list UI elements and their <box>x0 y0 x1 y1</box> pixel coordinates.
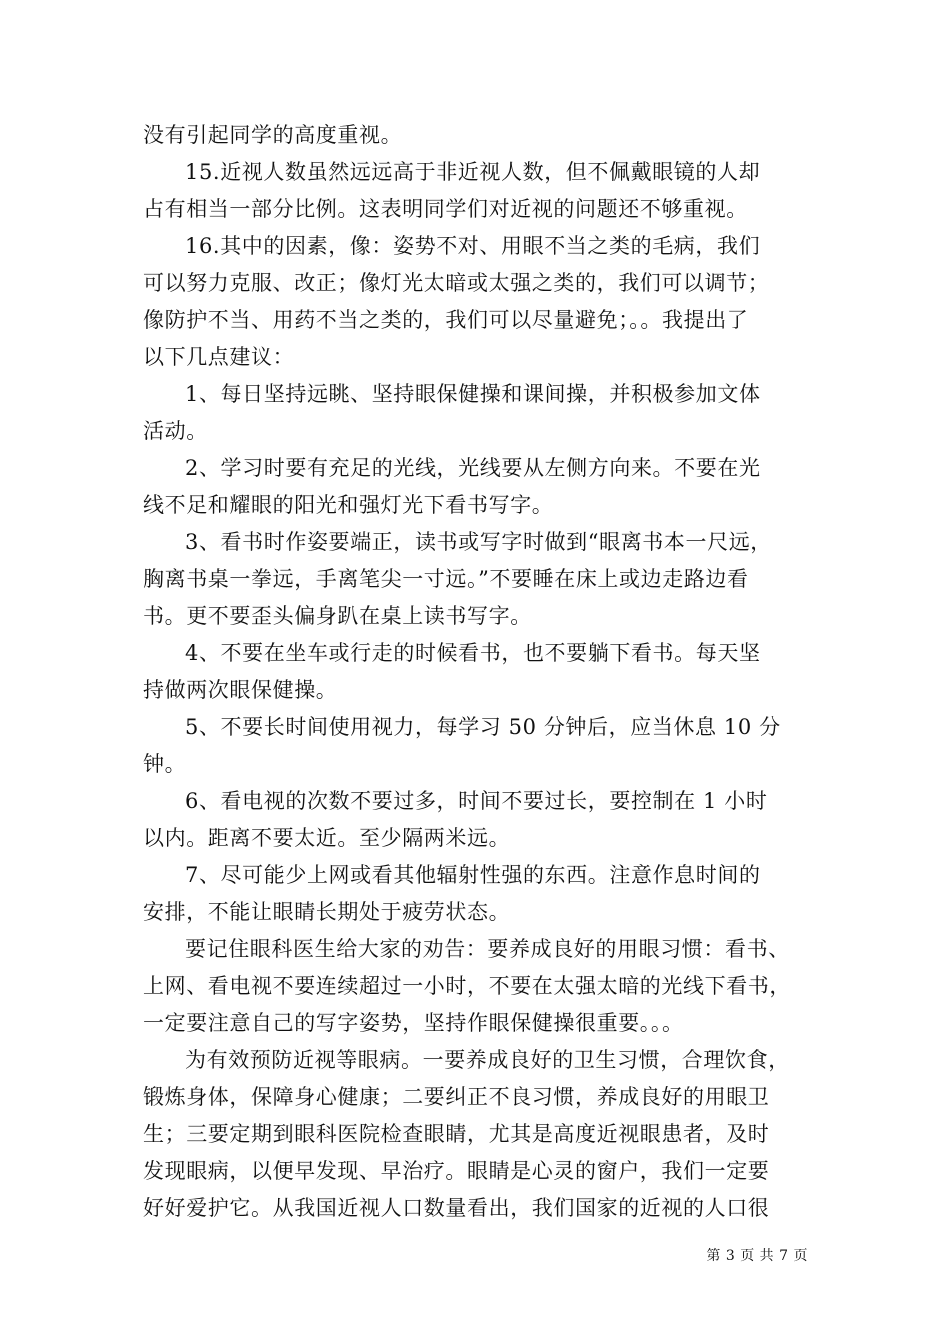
text-line: 占有相当一部分比例。这表明同学们对近视的问题还不够重视。 <box>143 197 748 221</box>
text-line: 线不足和耀眼的阳光和强灯光下看书写字。 <box>143 493 554 517</box>
text-line: 一定要注意自己的写字姿势，坚持作眼保健操很重要。。。 <box>143 1011 684 1035</box>
text-line: 锻炼身体，保障身心健康；二要纠正不良习惯，养成良好的用眼卫 <box>143 1085 770 1109</box>
text-line: 4、不要在坐车或行走的时候看书，也不要躺下看书。每天坚 <box>185 641 761 665</box>
text-line: 3、看书时作姿要端正，读书或写字时做到“眼离书本一尺远， <box>185 530 772 554</box>
text-line: 为有效预防近视等眼病。一要养成良好的卫生习惯，合理饮食， <box>185 1048 790 1072</box>
text-line: 16.其中的因素，像：姿势不对、用眼不当之类的毛病，我们 <box>185 234 761 258</box>
document-body <box>143 117 808 1227</box>
text-line: 发现眼病，以便早发现、早治疗。眼睛是心灵的窗户，我们一定要 <box>143 1159 770 1183</box>
text-line: 7、尽可能少上网或看其他辐射性强的东西。注意作息时间的 <box>185 863 761 887</box>
text-line: 书。更不要歪头偏身趴在桌上读书写字。 <box>143 604 532 628</box>
text-line: 像防护不当、用药不当之类的，我们可以尽量避免；。。我提出了 <box>143 308 749 332</box>
text-line: 好好爱护它。从我国近视人口数量看出，我们国家的近视的人口很 <box>143 1196 770 1220</box>
text-line: 6、看电视的次数不要过多，时间不要过长，要控制在 1 小时 <box>185 789 768 813</box>
text-line: 胸离书桌一拳远，手离笔尖一寸远。”不要睡在床上或边走路边看 <box>143 567 749 591</box>
text-line: 上网、看电视不要连续超过一小时，不要在太强太暗的光线下看书， <box>143 974 791 998</box>
text-line: 持做两次眼保健操。 <box>143 678 338 702</box>
text-line: 以下几点建议： <box>143 345 295 369</box>
text-line: 2、学习时要有充足的光线，光线要从左侧方向来。不要在光 <box>185 456 761 480</box>
text-line: 要记住眼科医生给大家的劝告：要养成良好的用眼习惯：看书、 <box>185 937 790 961</box>
text-line: 15.近视人数虽然远远高于非近视人数，但不佩戴眼镜的人却 <box>185 160 761 184</box>
text-line: 可以努力克服、改正；像灯光太暗或太强之类的，我们可以调节； <box>143 271 770 295</box>
text-line: 活动。 <box>143 419 208 443</box>
page-number-footer: 第 3 页 共 7 页 <box>706 1248 808 1264</box>
text-line: 钟。 <box>143 752 187 776</box>
text-line: 没有引起同学的高度重视。 <box>143 123 403 147</box>
text-line: 生；三要定期到眼科医院检查眼睛，尤其是高度近视眼患者，及时 <box>143 1122 770 1146</box>
text-line: 1、每日坚持远眺、坚持眼保健操和课间操，并积极参加文体 <box>185 382 761 406</box>
text-line: 安排，不能让眼睛长期处于疲劳状态。 <box>143 900 511 924</box>
text-line: 以内。距离不要太近。至少隔两米远。 <box>143 826 511 850</box>
text-line: 5、不要长时间使用视力，每学习 50 分钟后，应当休息 10 分 <box>185 715 781 739</box>
